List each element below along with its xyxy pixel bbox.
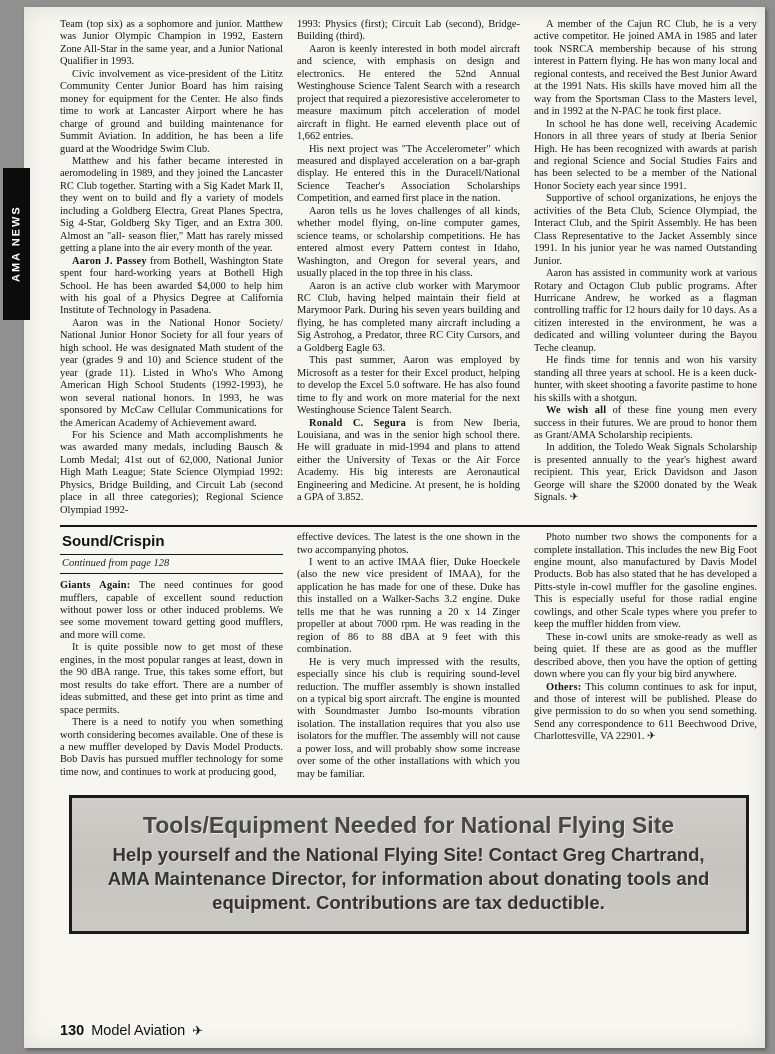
paragraph: Aaron has assisted in community work at various Rotary and Octagon Club public programs. After Hurricane Andrew, he worked as a flagman controlling traffic for 12 hours daily for 10 days. As a citizen interested in the environment, he was a dedicated and willing volunteer during the Bayou Teche cleanup. (534, 268, 757, 354)
paragraph: Matthew and his father became interested in aeromodeling in 1989, and they joined the Lancaster RC Club together. Starting with a Sig Kadet Mark II, they went on to build and fly a variety of models including a Goldberg Electra, Great Planes Spectra, Sig 4-Star, Goldberg Sky Tiger, and an Extra 300. Almost an "all- season flier," Matt has rarely missed getting a plane into the air every month of the year. (60, 155, 283, 255)
notice-box (69, 795, 749, 934)
paragraph: Aaron tells us he loves challenges of all kinds, whether model flying, on-line computer games, science teams, or scholarship competitions. He has entered almost every Pattern contest in Idaho, Washington, and Oregon for several years, and usually placed in the top three in his class. (297, 205, 520, 280)
article-column-3 (534, 19, 757, 517)
paragraph: Team (top six) as a sophomore and junior. Matthew was Junior Olympic Champion in 1992, Eastern Zone All-Star in the same year, and a Junior National Qualifier in 1993. (60, 19, 283, 68)
paragraph: In school he has done well, receiving Academic Honors in all three years of study at Iberia Senior High. He has been recognized with awards at parish and regional Science and Social Studies Fairs and has been selected to be a member of the National Honor Society each year since 1991. (534, 118, 757, 192)
page-content (60, 19, 757, 934)
paragraph: Photo number two shows the components for a complete installation. This includes the new Big Foot engine mount, also manufactured by Davis Model Products. Bob has also stated that he has developed a Pitts-style in-cowl muffler for the gasoline engines. This is especially useful for those radial engine cowlings, and other Scale types where you prefer to keep the muffler hidden from view. (534, 532, 757, 631)
heading-rule-top (60, 554, 283, 555)
paragraph: I went to an active IMAA flier, Duke Hoeckele (also the new vice president of IMAA), for the application he has made for one of these. Duke has this installed on a Walker-Sachs 3.2 engine. Duke tells me that he was running a 20 x 14 Zinger propeller at about 7000 rpm. He was reading in the region of 86 to 88 dBA at 9 feet with this combination. (297, 557, 520, 656)
notice-title: Tools/Equipment Needed for National Flying Site (142, 812, 675, 839)
paragraph: These in-cowl units are smoke-ready as well as being quiet. If these are as good as the muffler described above, then you have the option of getting down where you can fly your big bird anywhere. (534, 631, 757, 681)
paragraph: Supportive of school organizations, he enjoys the activities of the Beta Club, Science Olympiad, the Interact Club, and the Spirit Assembly. He has been Class Representative to the Jacket Assembly since 1991. In his junior year he was named Outstanding Junior. (534, 193, 757, 267)
top-article (60, 19, 757, 517)
page-footer (60, 1023, 203, 1039)
paragraph-lead-in: Aaron J. Passey (72, 255, 147, 267)
paragraph: His next project was "The Accelerometer" which measured and displayed acceleration on a bar-graph display. He entered this in the Duracell/National Science Teacher's Association Scholarships Competition, and earned first place in the nation. (297, 143, 520, 205)
ama-news-side-tab: AMA NEWS (3, 168, 30, 320)
magazine-page (24, 7, 765, 1048)
paragraph-lead-in: Giants Again: (60, 580, 131, 592)
paragraph: There is a need to notify you when something worth considering becomes available. One of these is a new muffler developed by Davis Model Products. Bob Davis has pursued muffler technology for some time now, and continues to work at producing good, (60, 717, 283, 778)
paragraph: Aaron is an active club worker with Marymoor RC Club, having helped maintain their field at Marymoor Park. During his seven years building and flying, he has completed many aircraft including a Sig Astrohog, a Predator, three RC City Cursors, and a Goldberg Eagle 63. (297, 280, 520, 354)
paragraph: For his Science and Math accomplishments he was awarded many medals, including Bausch & Lomb Medal; 41st out of 62,000, National Junior High Math League; State Science Olympiad 1992: Physics, Bridge Building, and Circuit Lab (second place in all three categories); Regional Science Olympiad 1992- (60, 429, 283, 516)
sound-column-1 (60, 532, 283, 781)
paragraph: He is very much impressed with the results, especially since his club is requiring sound-level reduction. The muffler assembly is shown installed on a typical big sport aircraft. The engine is mounted with Soundmaster Jumbo Iso-mounts vibration isolation. The installation requires that you also use isolators for the muffler. The assembly will not cause a power loss, and will probably show some increase over some of the other installations with which you may be familiar. (297, 656, 520, 780)
paragraph: This past summer, Aaron was employed by Microsoft as a tester for their Excel product, helping to develop the Excel 5.0 software. He has also found time to fly and work on more material for the next Westinghouse Science Talent Search. (297, 355, 520, 417)
notice-body: Help yourself and the National Flying Site! Contact Greg Chartrand, AMA Maintenance Director, for information about donating tools and equipment. Contributions are tax deductible. (107, 843, 710, 913)
paragraph: Ronald C. Segura is from New Iberia, Louisiana, and was in the senior high school there. He will graduate in mid-1994 and plans to attend either the University of Texas or the Air Force Academy. His big interests are Aeronautical Engineering and Medicine. At present, he is holding a GPA of 3.852. (297, 417, 520, 504)
article-column-2 (297, 19, 520, 517)
paragraph: Others: This column continues to ask for input, and those of interest will be published. Please do give permission to do so when you send something. Send any correspondence to 611 Beechwood Drive, Charlottesville, VA 22901. ✈ (534, 681, 757, 743)
paragraph-lead-in: We wish all (546, 405, 607, 417)
paragraph: In addition, the Toledo Weak Signals Scholarship is presented annually to the year's highest award recipient. This year, Erick Davidson and Jason George will share the $2000 donated by the Weak Signals. ✈ (534, 442, 757, 504)
paragraph-lead-in: Others: (546, 681, 582, 693)
airplane-icon: ✈ (192, 1023, 204, 1038)
sound-column-2 (297, 532, 520, 781)
magazine-title: Model Aviation (91, 1023, 186, 1039)
section-divider (60, 525, 757, 527)
page-number: 130 (60, 1023, 85, 1039)
heading-rule-bottom (60, 573, 283, 574)
paragraph: He finds time for tennis and won his varsity standing all three years at school. He is a keen duck-hunter, with skeet shooting a favorite pastime to hone his skills with a shotgun. (534, 355, 757, 404)
paragraph: It is quite possible now to get most of these engines, in the most popular ranges at least, down in the 90 dBA range. True, this takes some effort, but most results do take effort. There are a number of ideas submitted, and these get into print as time and space permits. (60, 642, 283, 716)
paragraph: We wish all of these fine young men every success in their futures. We are proud to honor them as Grant/AMA Scholarship recipients. (534, 405, 758, 441)
paragraph: Aaron is keenly interested in both model aircraft and science, with emphasis on design and electronics. He entered the 52nd Annual Westinghouse Science Talent Search with a research project that required a piezoresistive accelerometer to measure maximum pitch acceleration of model aircraft in flight. He earned eleventh place out of 1,662 entries. (297, 43, 520, 143)
paragraph: 1993: Physics (first); Circuit Lab (second), Bridge-Building (third). (297, 19, 520, 43)
sound-column-3 (534, 532, 757, 781)
paragraph-lead-in: Ronald C. Segura (309, 417, 407, 429)
paragraph: effective devices. The latest is the one shown in the two accompanying photos. (297, 532, 520, 556)
sound-article (60, 532, 757, 781)
sound-column-1-text (60, 580, 283, 779)
paragraph: Giants Again: The need continues for good mufflers, capable of excellent sound reduction without power loss or other induced problems. We see some movement toward getting good mufflers, and more will come. (60, 580, 283, 641)
paragraph: Aaron J. Passey from Bothell, Washington State spent four hard-working years at Bothell High School. He has been awarded $4,000 to help him with his goal of a Physics Degree at California Institute of Technology in Pasadena. (60, 255, 283, 317)
article-column-1 (60, 19, 283, 517)
sound-heading-block (60, 532, 283, 574)
paragraph: Civic involvement as vice-president of the Lititz Community Center Junior Board has him raising money for equipment for the Center. He also finds time to work at Lancaster Airport where he has charge of ground and building maintenance for Summit Aviation. In addition, he has been a life guard at the Woodridge Swim Club. (60, 68, 283, 155)
paragraph: A member of the Cajun RC Club, he is a very active competitor. He joined AMA in 1985 and later took NSRCA membership because of his strong interest in Pattern flying. He has won many local and regional contests, and received the Best Junior Award at the 1991 Nats. His skills have moved him all the way from the Sportsman Class to the Masters level, and in 1992 at the N-PAC he took first place. (534, 19, 757, 118)
paragraph: Aaron was in the National Honor Society/ National Junior Honor Society for all four years of high school. He was designated Math student of the year (grades 9 and 10) and Science student of the year (grade 11). Listed in Who's Who Among American High School Students (1992-1993), he won several national honors. In 1993, he was sponsored by McCaw Cellular Communications for the American Academy of Achievement award. (60, 317, 283, 429)
section-title: Sound/Crispin (62, 533, 165, 551)
continued-from-note: Continued from page 128 (62, 558, 170, 570)
